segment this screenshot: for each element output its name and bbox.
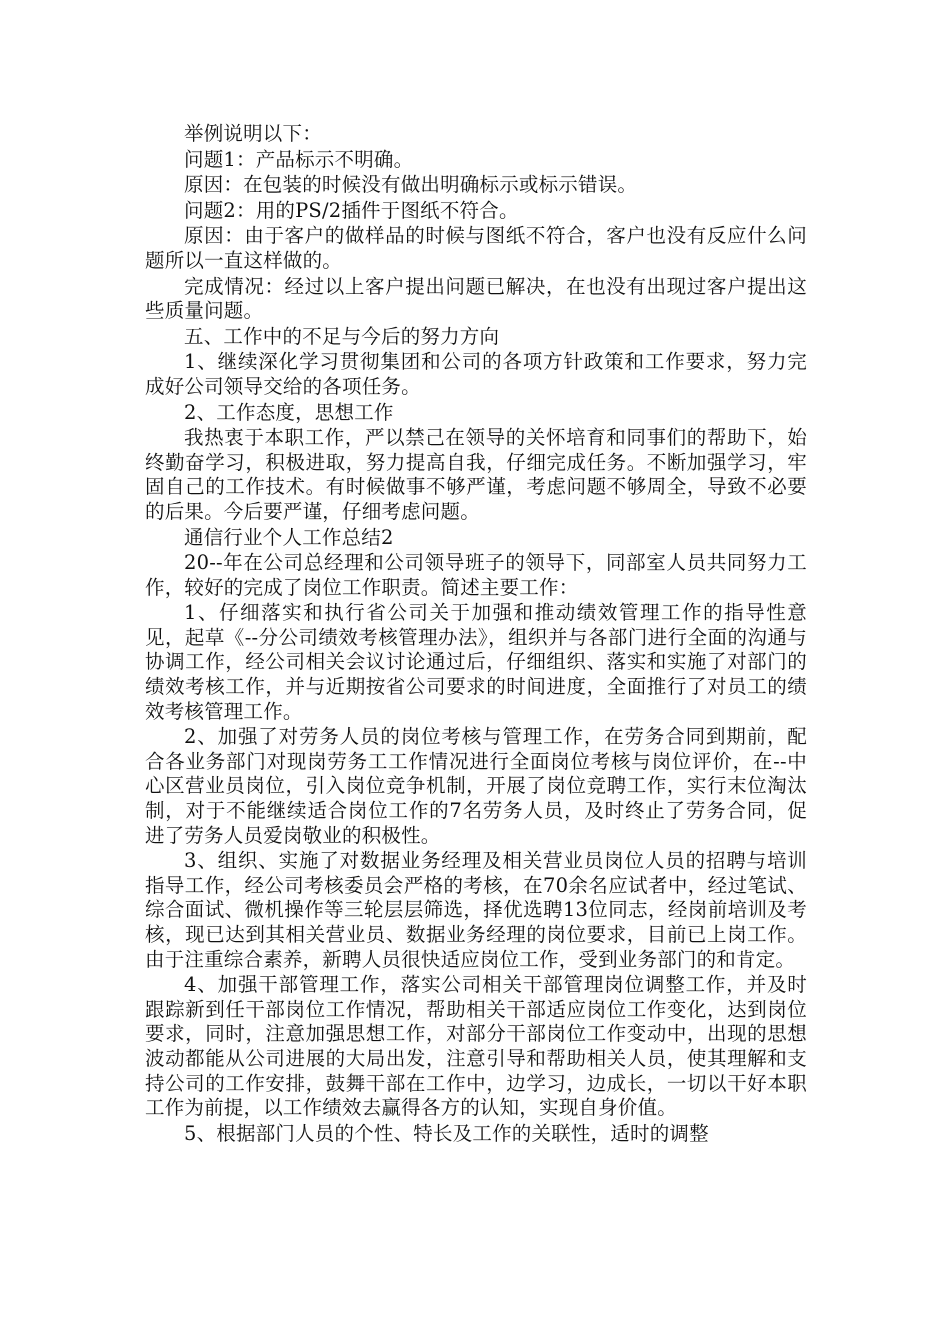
paragraph-problem-1: 问题1：产品标示不明确。 bbox=[184, 147, 414, 171]
paragraph-attitude: 我热衷于本职工作，严以禁己在领导的关怀培育和同事们的帮助下，始终勤奋学习，积极进取，努力提高自我，仔细完成任务。不断加强学习，牢固自己的工作技术。有时候做事不够严谨，考虑问题不够周全，导致不必要的后果。今后要严谨，仔细考虑问题。 bbox=[145, 426, 807, 523]
paragraph-problem-2: 问题2：用的PS/2插件于图纸不符合。 bbox=[184, 198, 519, 222]
paragraph-item-1: 1、继续深化学习贯彻集团和公司的各项方针政策和工作要求，努力完成好公司领导交给的各项任务。 bbox=[145, 350, 807, 398]
paragraph-work-1: 1、仔细落实和执行省公司关于加强和推动绩效管理工作的指导性意见，起草《--分公司绩效考核管理办法》，组织并与各部门进行全面的沟通与协调工作，经公司相关会议讨论通过后，仔细组织、落实和实施了对部门的绩效考核工作，并与近期按省公司要求的时间进度，全面推行了对员工的绩效考核管理工作。 bbox=[145, 601, 807, 723]
section-heading-summary-2: 通信行业个人工作总结2 bbox=[184, 525, 394, 549]
document-body bbox=[145, 122, 807, 1147]
paragraph-cause-2: 原因：由于客户的做样品的时候与图纸不符合，客户也没有反应什么问题所以一直这样做的。 bbox=[145, 224, 807, 272]
paragraph-work-3: 3、组织、实施了对数据业务经理及相关营业员岗位人员的招聘与培训指导工作，经公司考核委员会严格的考核，在70余名应试者中，经过笔试、综合面试、微机操作等三轮层层筛选，择优选聘13位同志，经岗前培训及考核，现已达到其相关营业员、数据业务经理的岗位要求，目前已上岗工作。由于注重综合素养，新聘人员很快适应岗位工作，受到业务部门的和肯定。 bbox=[145, 849, 807, 971]
paragraph-completion: 完成情况：经过以上客户提出问题已解决，在也没有出现过客户提出这些质量问题。 bbox=[145, 274, 807, 323]
paragraph-work-2: 2、加强了对劳务人员的岗位考核与管理工作，在劳务合同到期前，配合各业务部门对现岗劳务工工作情况进行全面岗位考核与岗位评价，在--中心区营业员岗位，引入岗位竞争机制，开展了岗位竞聘工作，实行末位淘汰制，对于不能继续适合岗位工作的7名劳务人员，及时终止了劳务合同，促进了劳务人员爱岗敬业的积极性。 bbox=[145, 725, 807, 847]
paragraph-work-5: 5、根据部门人员的个性、特长及工作的关联性，适时的调整 bbox=[184, 1121, 709, 1145]
paragraph-item-2: 2、工作态度，思想工作 bbox=[184, 400, 394, 424]
section-heading-shortcomings: 五、工作中的不足与今后的努力方向 bbox=[184, 324, 500, 348]
paragraph-example-intro: 举例说明以下： bbox=[184, 122, 322, 145]
paragraph-work-4: 4、加强干部管理工作，落实公司相关干部管理岗位调整工作，并及时跟踪新到任干部岗位工作情况，帮助相关干部适应岗位工作变化，达到岗位要求，同时，注意加强思想工作，对部分干部岗位工作变动中，出现的思想波动都能从公司进展的大局出发，注意引导和帮助相关人员，使其理解和支持公司的工作安排，鼓舞干部在工作中，边学习，边成长，一切以干好本职工作为前提，以工作绩效去赢得各方的认知，实现自身价值。 bbox=[145, 973, 807, 1120]
paragraph-cause-1: 原因：在包装的时候没有做出明确标示或标示错误。 bbox=[184, 173, 638, 197]
paragraph-summary-intro: 20--年在公司总经理和公司领导班子的领导下，同部室人员共同努力工作，较好的完成了岗位工作职责。简述主要工作： bbox=[145, 551, 807, 599]
